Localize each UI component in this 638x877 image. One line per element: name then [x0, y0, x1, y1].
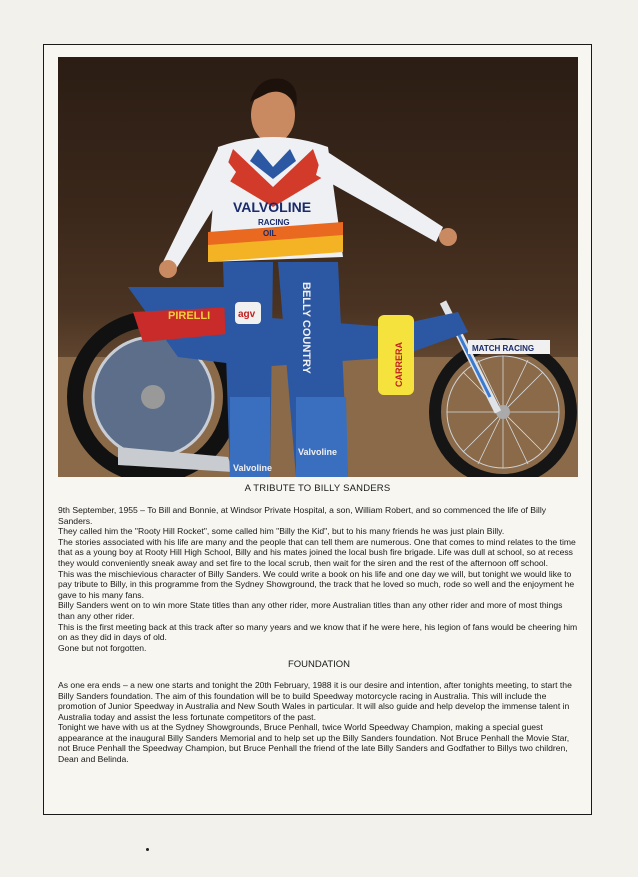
suit-text-1: VALVOLINE: [233, 199, 312, 215]
bike-label-text: MATCH RACING: [472, 344, 535, 353]
suit-text-2: RACING: [258, 218, 290, 227]
article-body: [58, 505, 580, 765]
tribute-paragraph: This was the mischievious character of Billy Sanders. We could write a book on his life and one day we will, but tonight we would like to pay tribute to Billy, in this programme from the Sydney Showground, the track that he loved so much, rode so well and the enjoyment he gave to his many fans.: [58, 568, 575, 600]
photo-caption: A TRIBUTE TO BILLY SANDERS: [244, 483, 391, 494]
tribute-paragraph: Gone but not forgotten.: [58, 642, 147, 653]
suit-text-3: OIL: [263, 229, 277, 238]
leg-text: BELLY COUNTRY: [300, 282, 312, 374]
tribute-paragraph: They called him the "Rooty Hill Rocket", some called him "Billy the Kid", but to his many friends he was just plain Billy.: [58, 526, 505, 537]
bike-brand-text: CARRERA: [394, 342, 404, 387]
rider-illustration: [58, 57, 578, 477]
page-dot: [146, 848, 149, 851]
foundation-paragraph: Tonight we have with us at the Sydney Showgrounds, Bruce Penhall, twice World Speedway Champion, making a special guest appearance at the inaugural Billy Sanders Memorial and to help set up the Billy Sanders foundation. Not Bruce Penhall the Movie Star, not Bruce Penhall the Speedway Champion, but Bruce Penhall the friend of the late Billy Sanders and Godfather to Billys two children, Dean and Belinda.: [58, 722, 570, 765]
boot-text-left: Valvoline: [233, 463, 273, 473]
boot-text-right: Valvoline: [298, 447, 338, 457]
page-frame: [43, 44, 592, 815]
tank-text: PIRELLI: [168, 310, 211, 322]
tribute-paragraph: 9th September, 1955 – To Bill and Bonnie, at Windsor Private Hospital, a son, William Robert, and so commenced the life of Billy Sanders.: [58, 505, 547, 526]
tribute-paragraph: This is the first meeting back at this track after so many years and we know that if he were here, his legion of fans would be cheering him on as they did in days of old.: [58, 621, 578, 643]
foundation-heading: FOUNDATION: [287, 659, 351, 671]
rider-photo: [58, 57, 578, 477]
foundation-paragraph: As one era ends – a new one starts and tonight the 20th February, 1988 it is our desire and intention, after tonights meeting, to start the Billy Sanders foundation. The aim of this foundation will be to build Speedway motorcycle racing in Australia. This will include the promotion of Junior Speedway in Australia and New South Wales in particular. It will also guide and help develop the immense talent in Australia today and assist the less fortunate competitors of the past.: [58, 679, 572, 722]
knee-badge-text: agv: [238, 309, 256, 320]
tribute-paragraph: The stories associated with his life are many and the people that can tell them are numerous. One that comes to mind relates to the time that as a young boy at Rooty Hill High School, Billy and his mates joined the local bush fire brigade. Life was dull at school, so at recess they would conveniently sneak away and set fire to the local scrub, then wait for the siren and the rest of the afternoon off school.: [58, 536, 576, 568]
tribute-paragraph: Billy Sanders went on to win more State titles than any other rider, more Australian titles than any other rider and more of most things than any other rider.: [58, 600, 563, 621]
